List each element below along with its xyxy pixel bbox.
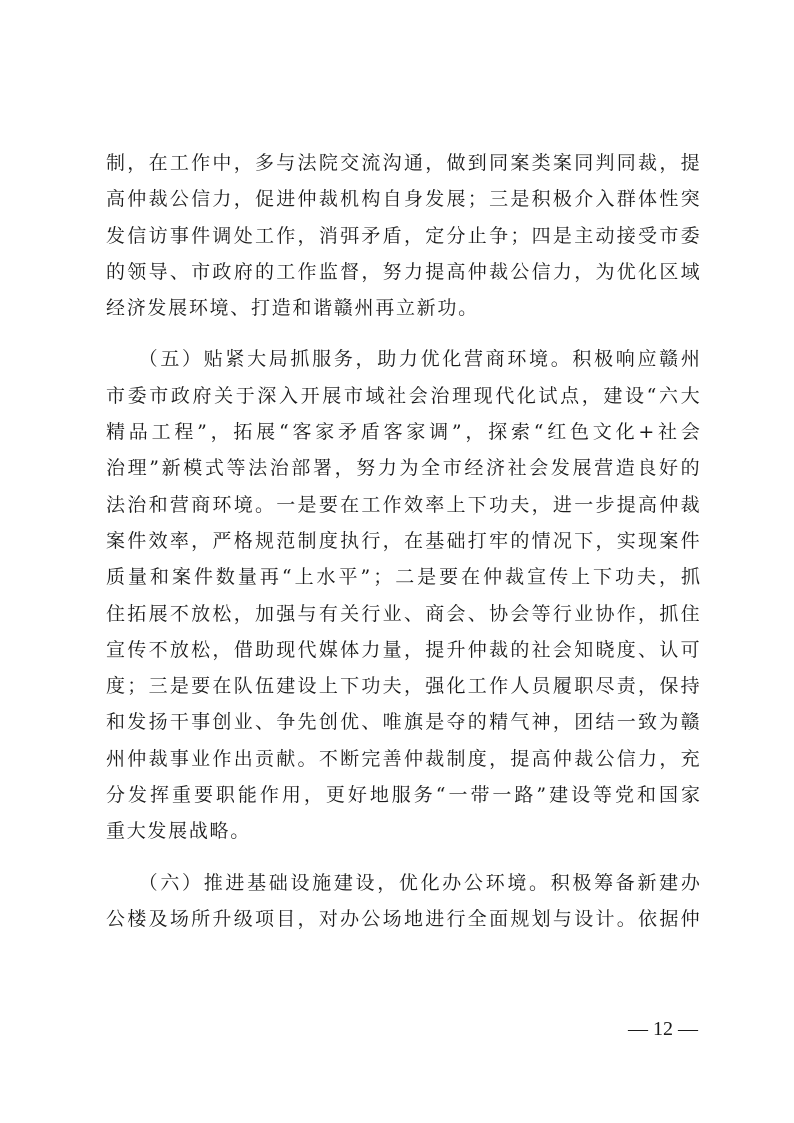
text-line: 住 拓 展 不 放 松 ， 加 强 与 有 关 行 业 、 商 会 、 协 会 等 行 业 协 作 ， 抓 住 — [106, 602, 700, 625]
text-line: 发 信 访 事 件 调 处 工 作 ， 消 弭 矛 盾 ， 定 分 止 争 ； 四 是 主 动 接 受 市 委 — [106, 224, 700, 247]
text-line: 案 件 效 率 ， 严 格 规 范 制 度 执 行 ， 在 基 础 打 牢 的 情 况 下 ， 实 现 案 件 — [106, 529, 700, 552]
paragraph-1 — [106, 145, 700, 326]
text-line: 度 ； 三 是 要 在 队 伍 建 设 上 下 功 夫 ， 强 化 工 作 人 员 履 职 尽 责 ， 保 持 — [106, 675, 700, 698]
text-line: 治 理 ” 新 模 式 等 法 治 部 署 ， 努 力 为 全 市 经 济 社 会 发 展 营 造 良 好 的 — [106, 457, 700, 480]
text-line: 制 ， 在 工 作 中 ， 多 与 法 院 交 流 沟 通 ， 做 到 同 案 类 案 同 判 同 裁 ， 提 — [106, 152, 700, 174]
text-line: 市 委 市 政 府 关 于 深 入 开 展 市 域 社 会 治 理 现 代 化 试 点 ， 建 设 “ 六 大 — [106, 384, 700, 407]
text-line: 高 仲 裁 公 信 力 ， 促 进 仲 裁 机 构 自 身 发 展 ； 三 是 积 极 介 入 群 体 性 突 — [106, 188, 700, 211]
text-line: 法 治 和 营 商 环 境 。 一 是 要 在 工 作 效 率 上 下 功 夫 ， 进 一 步 提 高 仲 裁 — [106, 493, 700, 516]
text-line: 分 发 挥 重 要 职 能 作 用 ， 更 好 地 服 务 “ 一 带 一 路 ” 建 设 等 党 和 国 家 — [106, 784, 700, 807]
text-line: （ 六 ） 推 进 基 础 设 施 建 设 ， 优 化 办 公 环 境 。 积 极 筹 备 新 建 办 — [138, 871, 700, 894]
text-line: 的 领 导 、 市 政 府 的 工 作 监 督 ， 努 力 提 高 仲 裁 公 信 力 ， 为 优 化 区 域 — [106, 260, 700, 283]
text-line: 和 发 扬 干 事 创 业 、 争 先 创 优 、 唯 旗 是 夺 的 精 气 神 ， 团 结 一 致 为 赣 — [106, 711, 700, 734]
text-line: 公 楼 及 场 所 升 级 项 目 ， 对 办 公 场 地 进 行 全 面 规 划 与 设 计 。 依 据 仲 — [106, 907, 700, 930]
paragraph-6-infrastructure — [106, 865, 700, 938]
text-line: 州 仲 裁 事 业 作 出 贡 献 。 不 断 完 善 仲 裁 制 度 ， 提 高 仲 裁 公 信 力 ， 充 — [106, 747, 700, 770]
page-number: — 12 — — [628, 1018, 698, 1040]
text-line: 精 品 工 程 ” ， 拓 展 “ 客 家 矛 盾 客 家 调 ” ， 探 索 “ 红 色 文 化 + 社 会 — [106, 421, 700, 444]
document-body — [106, 145, 700, 937]
text-line: 宣 传 不 放 松 ， 借 助 现 代 媒 体 力 量 ， 提 升 仲 裁 的 社 会 知 晓 度 、 认 可 — [106, 638, 700, 661]
text-line: 经济发展环境、打造和谐赣州再立新功。 — [106, 297, 479, 320]
text-line: 重大发展战略。 — [106, 820, 251, 843]
paragraph-5-service — [106, 341, 700, 849]
text-line: （ 五 ） 贴 紧 大 局 抓 服 务 ， 助 力 优 化 营 商 环 境 。 积 极 响 应 赣 州 — [138, 348, 700, 371]
text-line: 质 量 和 案 件 数 量 再 “ 上 水 平 ” ； 二 是 要 在 仲 裁 宣 传 上 下 功 夫 ， 抓 — [106, 566, 700, 589]
